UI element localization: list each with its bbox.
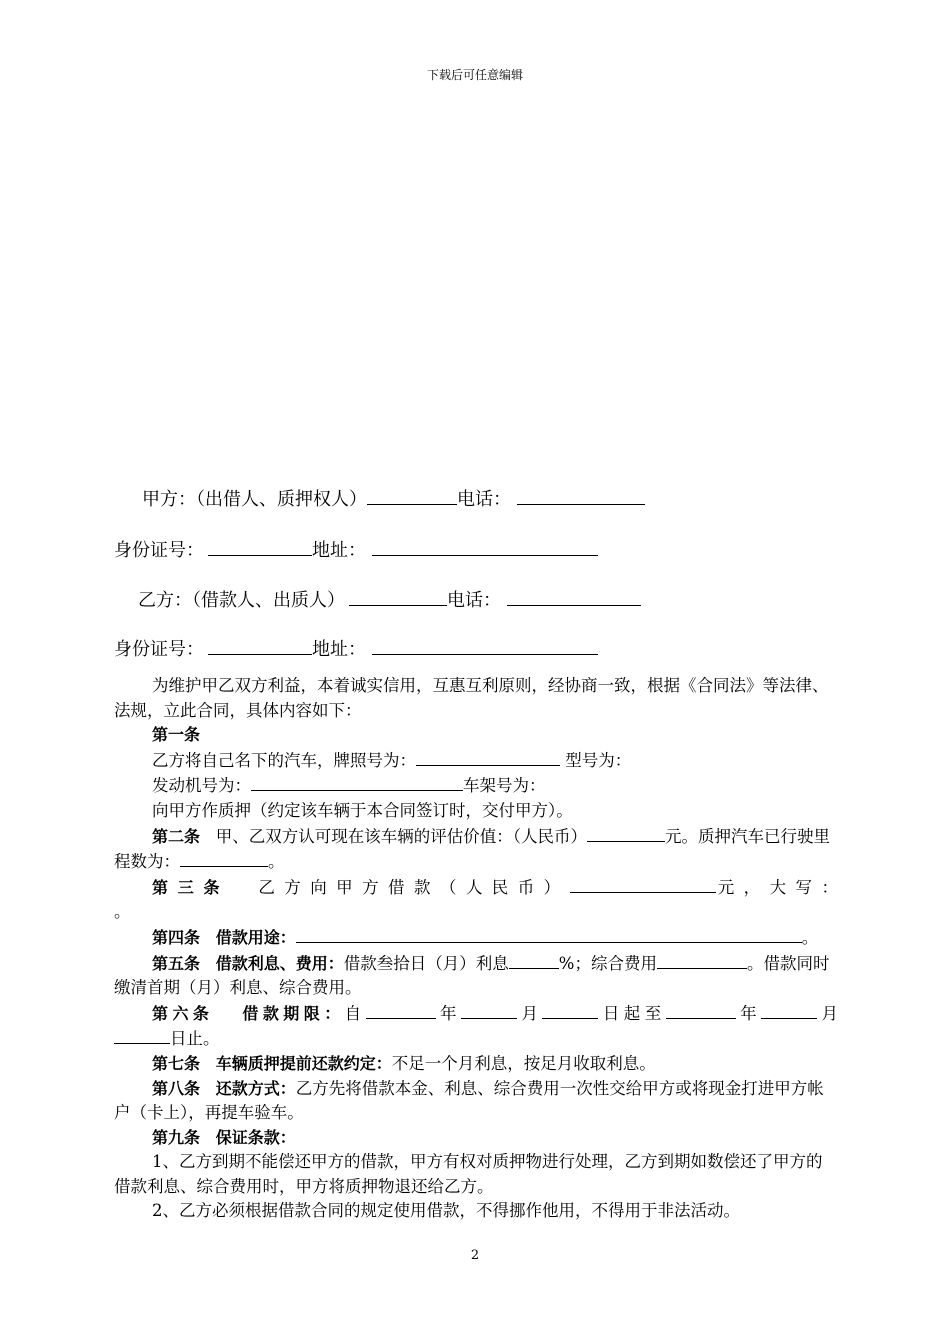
end-day-blank <box>114 1026 170 1044</box>
article-2: 第二条 甲、乙双方认可现在该车辆的评估价值：（人民币） 元。质押汽车已行驶里程数为： 。 <box>114 824 838 875</box>
end-year-blank <box>666 1001 736 1019</box>
party-b-phone-blank <box>507 587 641 606</box>
article-6-end: 日止。 <box>114 1026 838 1052</box>
article-6: 第六条 借款期限：自 年 月 日起至 年 月 <box>114 1001 838 1027</box>
party-a-phone-label: 电话： <box>457 489 511 510</box>
article-9: 第九条 保证条款： <box>152 1127 296 1147</box>
fee-blank <box>657 951 747 969</box>
party-b-line <box>138 587 641 613</box>
party-b-id-blank <box>208 636 312 655</box>
party-a-line <box>142 486 645 512</box>
party-b-id-line <box>114 636 598 662</box>
start-day-blank <box>542 1001 598 1019</box>
page-number: 2 <box>470 1248 480 1263</box>
party-b-address-label: 地址： <box>312 639 366 660</box>
end-month-blank <box>761 1001 817 1019</box>
loan-purpose-blank <box>296 925 802 943</box>
party-b-name-blank <box>349 587 447 606</box>
article-1-line-3: 向甲方作质押（约定该车辆于本合同签订时，交付甲方）。 <box>152 800 573 820</box>
start-year-blank <box>366 1001 436 1019</box>
article-5: 第五条 借款利息、费用：借款叁拾日（月）利息 %；综合费用 。借款同时缴清首期（月）利息、综合费用。 <box>114 951 838 1001</box>
article-9-item-2: 2、乙方必须根据借款合同的规定使用借款，不得挪作他用，不得用于非法活动。 <box>152 1201 740 1221</box>
mileage-blank <box>180 849 268 867</box>
page-header-note: 下载后可任意编辑 <box>426 68 523 82</box>
article-3: 第 三 条 乙 方 向 甲 方 借 款 （ 人 民 币 ） 元 ， 大 写 ： <box>114 875 838 901</box>
article-8: 第八条 还款方式：乙方先将借款本金、利息、综合费用一次性交给甲方或将现金打进甲方帐户（卡上），再提车验车。 <box>114 1078 824 1123</box>
engine-number-blank <box>251 773 463 791</box>
start-month-blank <box>461 1001 517 1019</box>
article-1-line-1: 乙方将自己名下的汽车，牌照号为： 型号为： <box>114 748 838 774</box>
article-3-end: 。 <box>114 902 131 922</box>
party-a-id-label: 身份证号： <box>114 540 204 561</box>
article-7: 第七条 车辆质押提前还款约定：不足一个月利息，按足月收取利息。 <box>152 1053 656 1073</box>
party-a-id-blank <box>208 537 312 556</box>
party-b-address-blank <box>372 636 598 655</box>
article-1-title: 第一条 <box>152 725 201 745</box>
loan-amount-blank <box>570 875 716 893</box>
article-9-item-1: 1、乙方到期不能偿还甲方的借款，甲方有权对质押物进行处理，乙方到期如数偿还了甲方的借款利息、综合费用时，甲方将质押物退还给乙方。 <box>114 1152 823 1196</box>
party-b-label: 乙方：（借款人、出质人） <box>138 590 345 611</box>
party-a-phone-blank <box>517 486 645 505</box>
article-4: 第四条 借款用途： 。 <box>114 925 838 951</box>
party-a-name-blank <box>367 486 457 505</box>
valuation-blank <box>587 824 665 842</box>
party-a-id-line <box>114 537 598 563</box>
plate-number-blank <box>416 748 560 766</box>
party-b-phone-label: 电话： <box>447 590 501 611</box>
party-a-address-label: 地址： <box>312 540 366 561</box>
party-a-label: 甲方：（出借人、质押权人） <box>142 489 367 510</box>
article-1-line-2: 发动机号为： 车架号为： <box>114 773 838 799</box>
party-b-id-label: 身份证号： <box>114 639 204 660</box>
intro-paragraph: 为维护甲乙双方利益，本着诚实信用，互惠互利原则，经协商一致，根据《合同法》等法律、法规，立此合同，具体内容如下： <box>114 676 829 720</box>
party-a-address-blank <box>372 537 598 556</box>
interest-rate-blank <box>509 951 559 969</box>
contract-body <box>114 674 838 1224</box>
